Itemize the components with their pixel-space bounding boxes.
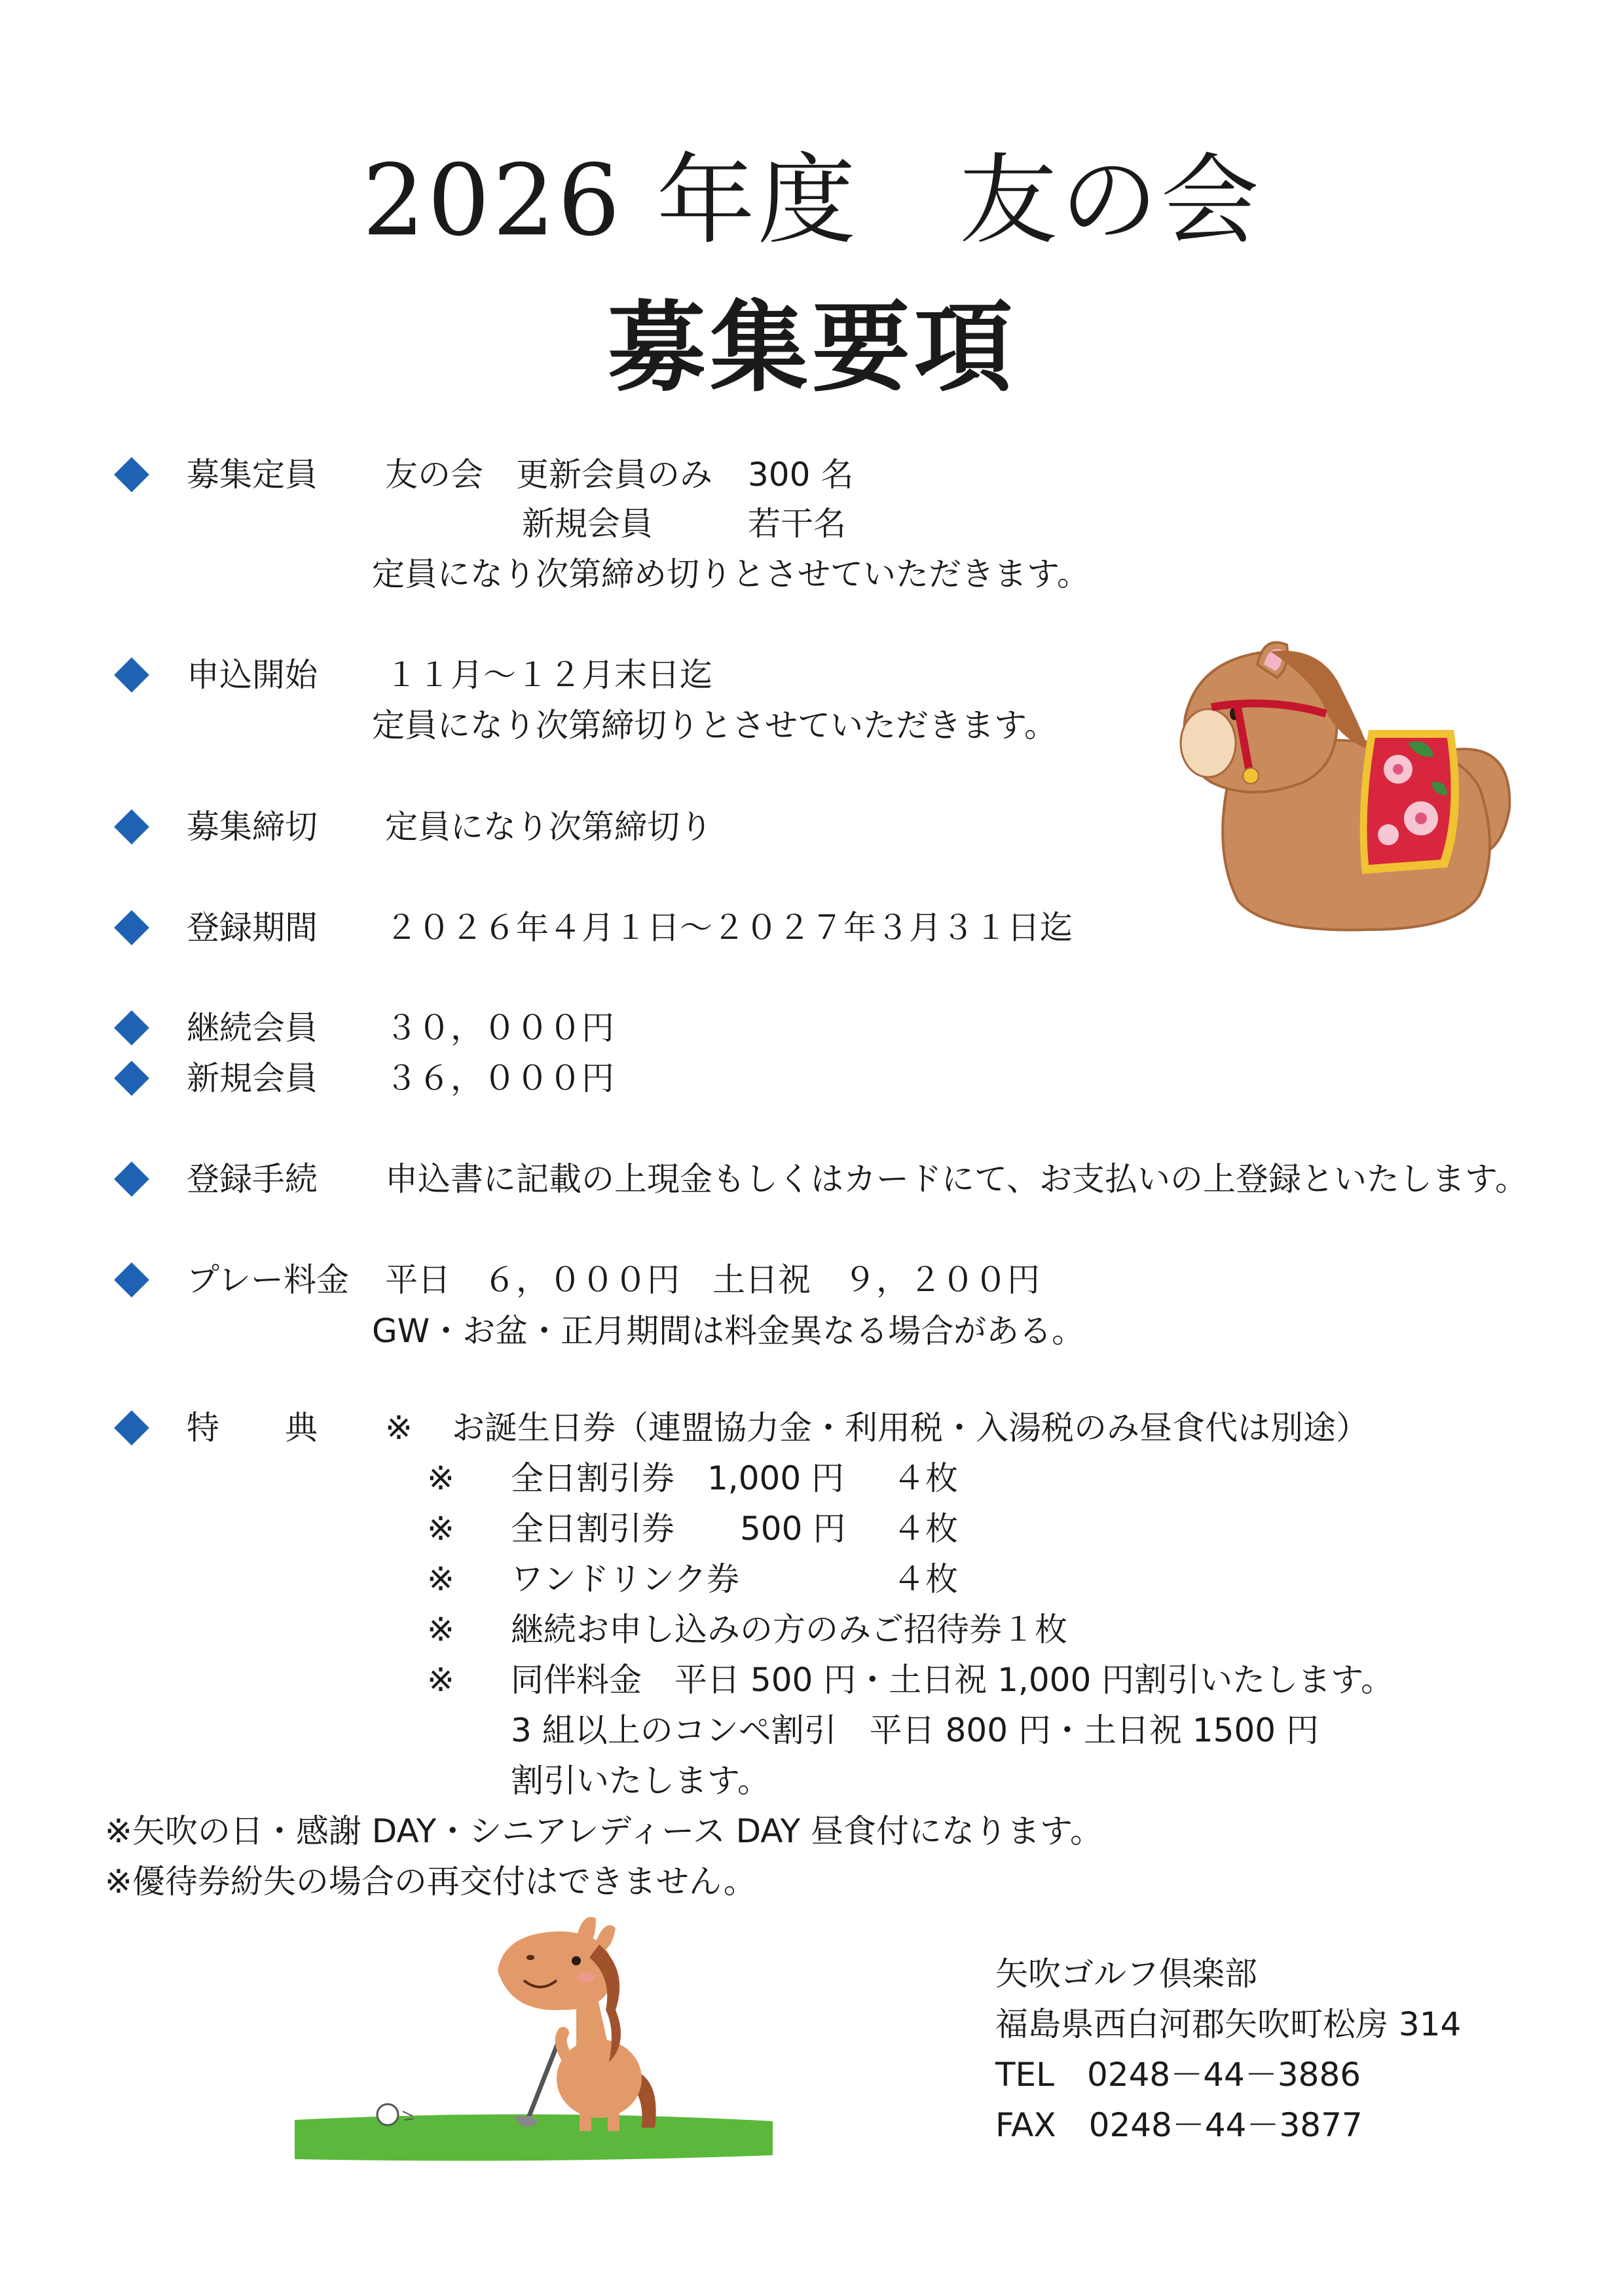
benefit-mark: ※ xyxy=(427,1611,454,1649)
recruit-label: 募集定員 xyxy=(187,456,318,494)
bullet-diamond-icon xyxy=(114,809,149,845)
procedure-label: 登録手続 xyxy=(187,1160,318,1198)
benefit-item-count: ４枚 xyxy=(893,1459,958,1497)
recruit-line1-count: 300 名 xyxy=(748,456,854,494)
benefit-item-name: 同伴料金 平日 500 円・土日祝 1,000 円割引いたします。 xyxy=(511,1661,1394,1699)
bullet-diamond-icon xyxy=(114,657,149,693)
contact-address: 福島県西白河郡矢吹町松房 314 xyxy=(995,2005,1462,2043)
benefit-birthday: お誕生日券（連盟協力金・利用税・入湯税のみ昼食代は別途） xyxy=(452,1409,1369,1447)
note-line: ※矢吹の日・感謝 DAY・シニアレディース DAY 昼食付になります。 xyxy=(105,1812,1103,1850)
new-member-value: ３６，０００円 xyxy=(385,1059,614,1097)
recruit-line2-text: 新規会員 xyxy=(522,505,653,543)
benefit-item-count: ４枚 xyxy=(893,1560,958,1598)
play-fee-label: プレー料金 xyxy=(187,1261,349,1299)
recruit-line1-text: 友の会 更新会員のみ xyxy=(385,456,712,494)
deadline-label: 募集締切 xyxy=(187,808,318,846)
registration-period-value: ２０２６年４月１日～２０２７年３月３１日迄 xyxy=(385,909,1073,947)
benefit-item-name: 全日割引券 1,000 円 xyxy=(511,1459,845,1497)
bullet-diamond-icon xyxy=(114,910,149,945)
play-fee-value: 平日 ６，０００円 土日祝 ９，２００円 xyxy=(385,1261,1040,1299)
apply-start-label: 申込開始 xyxy=(187,656,318,694)
benefit-mark: ※ xyxy=(427,1560,454,1598)
benefit-item-count: ４枚 xyxy=(893,1510,958,1548)
horse-toy-illustration-icon xyxy=(1172,638,1526,939)
recruit-note: 定員になり次第締め切りとさせていただきます。 xyxy=(372,555,1090,593)
bullet-diamond-icon xyxy=(114,1161,149,1197)
benefit-item-name: ワンドリンク券 xyxy=(511,1560,739,1598)
new-member-label: 新規会員 xyxy=(187,1059,318,1097)
registration-period-label: 登録期間 xyxy=(187,909,318,947)
page-subtitle: 募集要項 xyxy=(607,290,1016,405)
contact-tel: TEL 0248－44－3886 xyxy=(995,2056,1361,2094)
apply-start-value: １１月～１２月末日迄 xyxy=(385,656,712,694)
bullet-diamond-icon xyxy=(114,457,149,492)
benefits-label: 特 典 xyxy=(187,1409,318,1447)
bullet-diamond-icon xyxy=(114,1262,149,1298)
benefit-mark: ※ xyxy=(427,1510,454,1548)
benefit-item-name: 継続お申し込みの方のみご招待券１枚 xyxy=(511,1611,1067,1649)
golfing-horse-illustration-icon xyxy=(288,1912,786,2174)
bullet-diamond-icon xyxy=(114,1010,149,1046)
benefit-compe-line1: 3 組以上のコンペ割引 平日 800 円・土日祝 1500 円 xyxy=(511,1711,1319,1749)
recruit-line2-count: 若干名 xyxy=(748,505,846,543)
continuing-label: 継続会員 xyxy=(187,1009,318,1047)
contact-fax: FAX 0248－44－3877 xyxy=(995,2106,1363,2144)
benefit-item-name: 全日割引券 500 円 xyxy=(511,1510,846,1548)
benefit-mark: ※ xyxy=(385,1409,413,1447)
page-title: 2026 年度 友の会 xyxy=(362,144,1262,258)
continuing-value: ３０，０００円 xyxy=(385,1009,614,1047)
play-fee-note: GW・お盆・正月期間は料金異なる場合がある。 xyxy=(372,1312,1085,1350)
benefit-mark: ※ xyxy=(427,1661,454,1699)
bullet-diamond-icon xyxy=(114,1061,149,1096)
deadline-value: 定員になり次第締切り xyxy=(385,808,712,846)
note-line: ※優待券紛失の場合の再交付はできません。 xyxy=(105,1863,756,1901)
contact-name: 矢吹ゴルフ倶楽部 xyxy=(995,1955,1257,1993)
benefit-compe-line2: 割引いたします。 xyxy=(511,1762,770,1800)
apply-start-note: 定員になり次第締切りとさせていただきます。 xyxy=(372,706,1057,744)
bullet-diamond-icon xyxy=(114,1410,149,1446)
benefit-mark: ※ xyxy=(427,1459,454,1497)
procedure-value: 申込書に記載の上現金もしくはカードにて、お支払いの上登録といたします。 xyxy=(385,1160,1528,1198)
